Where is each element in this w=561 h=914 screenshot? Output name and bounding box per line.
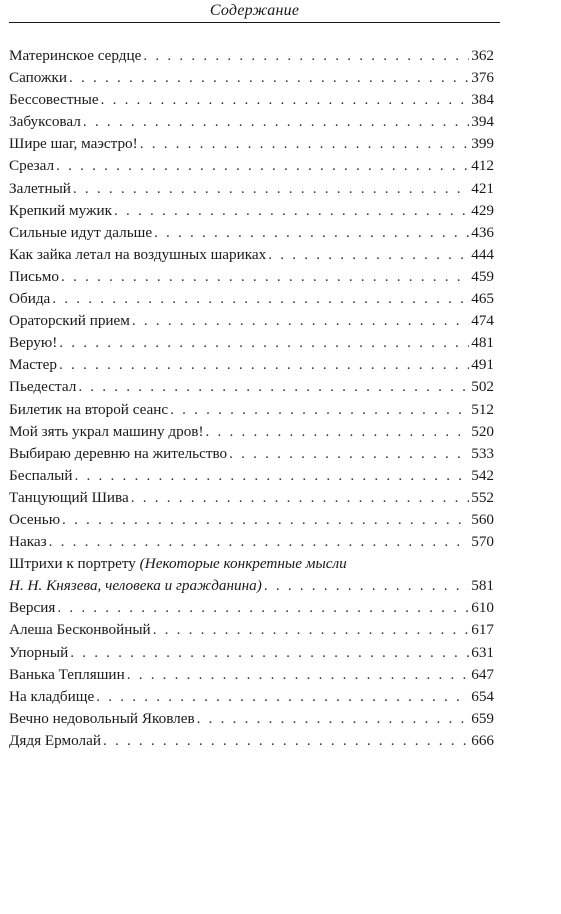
toc-entry-title: Письмо (9, 267, 59, 285)
dot-leader (153, 619, 470, 641)
dot-leader (59, 332, 469, 354)
toc-entry-title-plain: Штрихи к портрету (9, 555, 140, 573)
toc-entry-page: 376 (471, 69, 494, 87)
toc-entry-page: 617 (471, 621, 494, 639)
toc-entry-title: На кладбище (9, 687, 95, 705)
toc-entry-page: 581 (471, 577, 494, 595)
toc-entry-title-italic: (Некоторые конкретные мысли (139, 555, 347, 573)
toc-entry-title: Беспалый (9, 466, 73, 484)
dot-leader (268, 244, 469, 266)
toc-entry-page: 465 (471, 290, 494, 308)
dot-leader (170, 399, 469, 421)
toc-entry (9, 288, 494, 310)
toc-entry-page: 394 (471, 113, 494, 131)
toc-entry-title: Как зайка летал на воздушных шариках (9, 245, 267, 263)
toc-entry (9, 67, 494, 89)
dot-leader (101, 89, 470, 111)
toc-entry-title: Осенью (9, 510, 61, 528)
toc-entry (9, 443, 494, 465)
toc-entry (9, 133, 494, 155)
toc-entry (9, 266, 494, 288)
toc-entry-page: 631 (471, 643, 494, 661)
dot-leader (83, 111, 469, 133)
toc-entry-page: 421 (471, 179, 494, 197)
toc-entry-title: Срезал (9, 157, 55, 175)
dot-leader (73, 178, 469, 200)
dot-leader (70, 642, 469, 664)
dot-leader (78, 376, 469, 398)
toc-entry-page: 412 (471, 157, 494, 175)
toc-entry-title-italic-cont: Н. Н. Князева, человека и гражданина) (9, 577, 262, 595)
toc-entry-title: Мастер (9, 356, 57, 374)
toc-entry-title: Крепкий мужик (9, 201, 113, 219)
toc-entry-title: Упорный (9, 643, 69, 661)
toc-entry (9, 89, 494, 111)
toc-entry-title: Сапожки (9, 69, 68, 87)
dot-leader (61, 266, 469, 288)
dot-leader (127, 664, 470, 686)
toc-entry-title: Алеша Бесконвойный (9, 621, 151, 639)
toc-entry (9, 509, 494, 531)
dot-leader (59, 354, 469, 376)
toc-entry-page: 659 (471, 709, 494, 727)
toc-entry (9, 708, 494, 730)
running-header (9, 0, 500, 23)
toc-entry-title: Версия (9, 599, 56, 617)
dot-leader (56, 155, 469, 177)
toc-entry (9, 465, 494, 487)
dot-leader (197, 708, 470, 730)
toc-entry-title: Бессовестные (9, 91, 99, 109)
toc-entry-page: 384 (471, 91, 494, 109)
toc-entry-page: 429 (471, 201, 494, 219)
toc-entry-title: Мой зять украл машину дров! (9, 422, 204, 440)
dot-leader (62, 509, 469, 531)
toc-entry-multiline-first (9, 553, 494, 575)
dot-leader (154, 222, 469, 244)
dot-leader (264, 575, 469, 597)
toc-entry-title: Дядя Ермолай (9, 731, 101, 749)
toc-entry (9, 178, 494, 200)
header-title: Содержание (209, 2, 300, 19)
toc-entry (9, 619, 494, 641)
toc-entry-title: Танцующий Шива (9, 488, 129, 506)
toc-entry-page: 362 (471, 47, 494, 64)
toc-entry-title: Сильные идут дальше (9, 223, 153, 241)
toc-entry-page: 481 (471, 334, 494, 352)
toc-entry (9, 332, 494, 354)
dot-leader (143, 45, 469, 67)
toc-entry (9, 155, 494, 177)
dot-leader (49, 531, 470, 553)
dot-leader (132, 310, 469, 332)
toc-entry (9, 222, 494, 244)
dot-leader (114, 200, 469, 222)
toc-entry-title: Шире шаг, маэстро! (9, 135, 138, 153)
toc-entry (9, 421, 494, 443)
toc-entry-title: Билетик на второй сеанс (9, 400, 169, 418)
toc-entry-page: 520 (471, 422, 494, 440)
toc-entry-page: 552 (471, 488, 494, 506)
toc-entry (9, 531, 494, 553)
dot-leader (103, 730, 469, 752)
toc-entry (9, 354, 494, 376)
toc-entry-page: 533 (471, 444, 494, 462)
toc-entry (9, 111, 494, 133)
toc-entry (9, 642, 494, 664)
toc-entry-page: 512 (471, 400, 494, 418)
toc-entry-page: 560 (471, 510, 494, 528)
toc-entry-title: Верую! (9, 334, 58, 352)
toc-entry-page: 610 (471, 599, 494, 617)
table-of-contents (9, 45, 494, 752)
dot-leader (96, 686, 469, 708)
toc-entry-title: Обида (9, 290, 51, 308)
toc-entry (9, 597, 494, 619)
toc-entry (9, 399, 494, 421)
toc-entry-page: 436 (471, 223, 494, 241)
dot-leader (206, 421, 470, 443)
toc-entry (9, 45, 494, 67)
toc-entry-title: Вечно недовольный Яковлев (9, 709, 195, 727)
toc-entry-page: 491 (471, 356, 494, 374)
toc-entry (9, 244, 494, 266)
toc-entry-title: Наказ (9, 533, 47, 551)
toc-entry-page: 666 (471, 731, 494, 749)
toc-entry-page: 502 (471, 378, 494, 396)
toc-entry-multiline-second (9, 575, 494, 597)
toc-entry-title: Выбираю деревню на жительство (9, 444, 228, 462)
dot-leader (131, 487, 469, 509)
toc-entry-page: 399 (471, 135, 494, 153)
toc-entry (9, 200, 494, 222)
toc-entry (9, 686, 494, 708)
toc-entry-title: Ораторский прием (9, 312, 130, 330)
toc-entry-title: Залетный (9, 179, 71, 197)
toc-entry-page: 474 (471, 312, 494, 330)
toc-entry (9, 310, 494, 332)
toc-entry-page: 647 (471, 665, 494, 683)
toc-entry-page: 542 (471, 466, 494, 484)
dot-leader (52, 288, 469, 310)
toc-entry-title: Материнское сердце (9, 47, 142, 64)
dot-leader (229, 443, 469, 465)
toc-entry-title: Забуксовал (9, 113, 81, 131)
toc-entry-page: 444 (471, 245, 494, 263)
dot-leader (57, 597, 469, 619)
toc-entry-page: 654 (471, 687, 494, 705)
dot-leader (140, 133, 470, 155)
toc-entry-page: 459 (471, 267, 494, 285)
toc-entry (9, 487, 494, 509)
toc-entry (9, 730, 494, 752)
toc-entry-title: Ванька Тепляшин (9, 665, 125, 683)
dot-leader (75, 465, 470, 487)
toc-entry-title: Пьедестал (9, 378, 77, 396)
toc-entry-page: 570 (471, 533, 494, 551)
toc-entry (9, 664, 494, 686)
dot-leader (69, 67, 469, 89)
toc-entry (9, 376, 494, 398)
